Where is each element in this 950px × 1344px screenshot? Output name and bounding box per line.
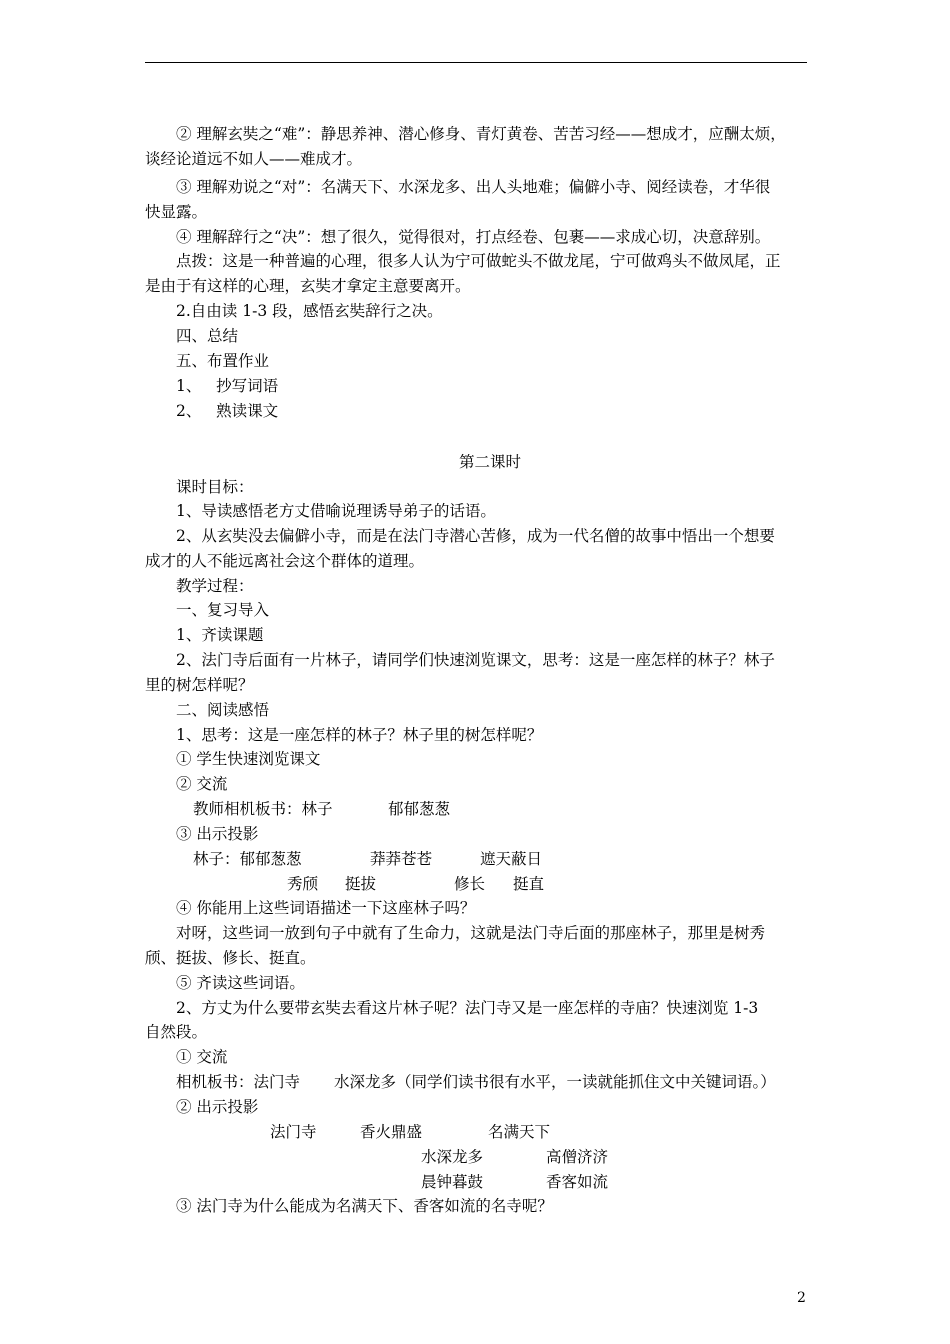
- list-item: 2、 熟读课文: [176, 402, 279, 420]
- section-heading: 五、布置作业: [176, 352, 270, 370]
- page-number: 2: [797, 1290, 806, 1306]
- board-note: 教师相机板书：林子: [193, 800, 333, 818]
- section-heading: 二、阅读感悟: [176, 701, 270, 719]
- text-line: ② 出示投影: [176, 1098, 259, 1116]
- projection-word: 名满天下: [488, 1123, 551, 1141]
- board-word: 郁郁葱葱: [388, 800, 451, 818]
- text-line: 是由于有这样的心理，玄奘才拿定主意要离开。: [145, 277, 471, 295]
- text-line: 谈经论道远不如人——难成才。: [145, 150, 363, 168]
- text-line: ① 学生快速浏览课文: [176, 750, 321, 768]
- list-item: 1、 抄写词语: [176, 377, 279, 395]
- text-line: 2、从玄奘没去偏僻小寺，而是在法门寺潜心苦修，成为一代名僧的故事中悟出一个想要: [176, 527, 775, 545]
- text-line: 1、齐读课题: [176, 626, 264, 644]
- section-heading: 四、总结: [176, 327, 239, 345]
- text-line: ⑤ 齐读这些词语。: [176, 974, 305, 992]
- text-line: ① 交流: [176, 1048, 228, 1066]
- text-line: 成才的人不能远离社会这个群体的道理。: [145, 552, 425, 570]
- projection-word: 遮天蔽日: [480, 850, 543, 868]
- projection-word: 林子：郁郁葱葱: [193, 850, 302, 868]
- text-line: ③ 法门寺为什么能成为名满天下、香客如流的名寺呢？: [176, 1197, 553, 1215]
- lesson-title: 第二课时: [459, 453, 522, 471]
- projection-word: 高僧济济: [546, 1148, 609, 1166]
- header-rule: [145, 62, 807, 63]
- projection-word: 香客如流: [546, 1173, 609, 1191]
- text-line: 自然段。: [145, 1023, 208, 1041]
- projection-word: 秀颀: [287, 875, 319, 893]
- text-line: ④ 你能用上这些词语描述一下这座林子吗？: [176, 899, 476, 917]
- text-line: 颀、挺拔、修长、挺直。: [145, 949, 316, 967]
- text-line: ③ 理解劝说之“对”：名满天下、水深龙多、出人头地难；偏僻小寺、阅经读卷，才华很: [176, 178, 771, 196]
- text-line: 里的树怎样呢？: [145, 676, 254, 694]
- text-line: ④ 理解辞行之“决”：想了很久，觉得很对，打点经卷、包裹——求成心切，决意辞别。: [176, 228, 771, 246]
- text-line: 1、思考：这是一座怎样的林子？林子里的树怎样呢？: [176, 726, 543, 744]
- text-line: 1、导读感悟老方丈借喻说理诱导弟子的话语。: [176, 502, 496, 520]
- projection-word: 香火鼎盛: [360, 1123, 423, 1141]
- board-note: 水深龙多（同学们读书很有水平，一读就能抓住文中关键词语。）: [334, 1073, 776, 1091]
- text-line: 点拨：这是一种普遍的心理，很多人认为宁可做蛇头不做龙尾，宁可做鸡头不做凤尾，正: [176, 252, 781, 270]
- text-line: 2、法门寺后面有一片林子，请同学们快速浏览课文，思考：这是一座怎样的林子？林子: [176, 651, 775, 669]
- text-line: 对呀，这些词一放到句子中就有了生命力，这就是法门寺后面的那座林子，那里是树秀: [176, 924, 766, 942]
- projection-word: 水深龙多: [421, 1148, 484, 1166]
- projection-word: 晨钟暮鼓: [421, 1173, 484, 1191]
- projection-word: 挺直: [513, 875, 545, 893]
- text-line: 快显露。: [145, 203, 208, 221]
- projection-word: 修长: [454, 875, 486, 893]
- projection-word: 莽莽苍苍: [370, 850, 433, 868]
- board-note: 相机板书：法门寺: [176, 1073, 301, 1091]
- projection-word: 挺拔: [345, 875, 377, 893]
- text-line: 2、方丈为什么要带玄奘去看这片林子呢？法门寺又是一座怎样的寺庙？快速浏览 1-3: [176, 999, 759, 1017]
- section-heading: 一、复习导入: [176, 601, 270, 619]
- text-line: 课时目标：: [176, 478, 254, 496]
- text-line: ③ 出示投影: [176, 825, 259, 843]
- text-line: 教学过程：: [176, 577, 254, 595]
- text-line: ② 理解玄奘之“难”：静思养神、潜心修身、青灯黄卷、苦苦习经——想成才，应酬太烦，: [176, 125, 786, 143]
- projection-word: 法门寺: [270, 1123, 317, 1141]
- text-line: 2.自由读 1-3 段，感悟玄奘辞行之决。: [176, 302, 443, 320]
- text-line: ② 交流: [176, 775, 228, 793]
